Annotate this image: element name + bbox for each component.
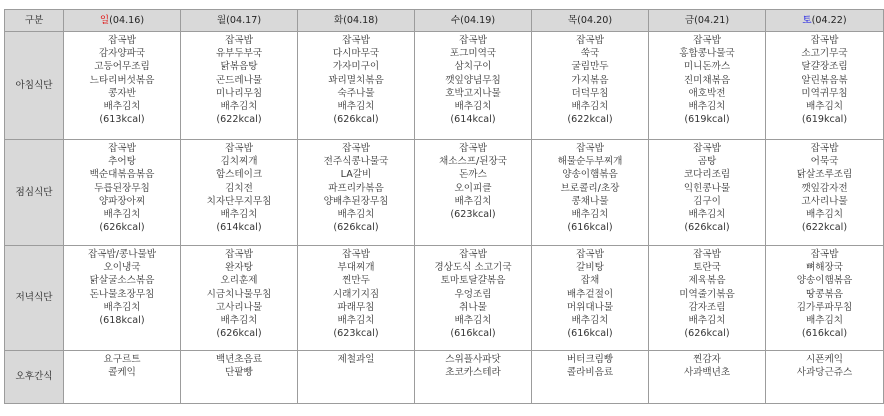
menu-cell-items (298, 246, 414, 340)
menu-cell (649, 32, 766, 140)
menu-item: 익힌콩나물 (683, 182, 731, 194)
menu-item: 브로콜리/초장 (560, 182, 620, 194)
header-corner: 구분 (5, 10, 64, 32)
menu-cell (415, 351, 532, 404)
menu-cell-items (181, 351, 297, 379)
menu-cell-items (415, 351, 531, 379)
menu-item: 고사리나물 (215, 301, 263, 313)
menu-item: 배추김치 (805, 209, 844, 221)
meal-label: 오후간식 (5, 351, 64, 404)
menu-item: 감자양파국 (98, 48, 146, 60)
menu-item: 버터크림빵 (566, 354, 614, 365)
calorie-label: (622kcal) (567, 114, 613, 126)
menu-item: 잡곡밥 (459, 35, 487, 46)
menu-item: 굴림만두 (571, 61, 609, 73)
menu-item: 김치찌개 (220, 156, 258, 168)
calorie-label: (622kcal) (216, 114, 262, 126)
menu-item: 파래무침 (337, 301, 375, 313)
menu-item: 찐만두 (342, 275, 370, 287)
meal-row-breakfast (5, 32, 884, 140)
menu-item: 잡곡밥 (576, 35, 604, 46)
menu-item: 가자미구이 (332, 61, 380, 73)
menu-cell-items (415, 32, 531, 126)
menu-item: 머위대나물 (566, 301, 614, 313)
menu-item: 잡곡밥 (693, 143, 721, 154)
menu-cell (298, 32, 415, 140)
menu-item: 잡곡밥 (225, 143, 253, 154)
menu-item: 오이냉국 (103, 262, 141, 274)
menu-item: 달걀장조림 (801, 61, 848, 73)
menu-item: 해물순두부찌개 (557, 156, 623, 168)
menu-item: 삼치구이 (454, 61, 492, 73)
menu-cell-items (64, 246, 180, 327)
day-header-thu (532, 10, 649, 32)
menu-item: 뼈해장국 (805, 262, 844, 274)
day-name: 화 (333, 14, 344, 26)
menu-cell-items (64, 32, 180, 126)
menu-cell-items (298, 351, 414, 366)
menu-item: 추어탕 (108, 156, 136, 168)
menu-item: 제철과일 (337, 354, 375, 365)
menu-cell-items (766, 351, 883, 379)
menu-item: 시금치나물무침 (206, 288, 272, 300)
day-header-mon (181, 10, 298, 32)
menu-item: 잡곡밥 (810, 143, 839, 154)
menu-item: 배추김치 (688, 101, 726, 113)
menu-cell (766, 246, 884, 351)
menu-item: 배추김치 (571, 209, 609, 221)
menu-cell-items (649, 140, 765, 234)
menu-item: 배추겉절이 (566, 288, 614, 300)
calorie-label: (626kcal) (333, 222, 379, 234)
menu-item: 두릅된장무침 (94, 182, 150, 194)
menu-item: 오리훈제 (220, 275, 258, 287)
menu-cell (766, 32, 884, 140)
menu-item: 닭볶음탕 (220, 61, 258, 73)
calorie-label: (626kcal) (99, 222, 145, 234)
menu-item: 부대찌개 (337, 262, 375, 274)
menu-item: 토마토달걀볶음 (440, 275, 506, 287)
menu-item: 배추김치 (688, 315, 726, 327)
menu-item: 잡곡밥 (693, 249, 721, 260)
calorie-label: (623kcal) (450, 209, 496, 221)
menu-item: 고사리나물 (801, 195, 848, 207)
menu-item: 잡곡밥 (459, 143, 487, 154)
menu-item: 파프리카볶음 (328, 182, 384, 194)
menu-cell-items (181, 246, 297, 340)
day-date: (04.19) (460, 14, 496, 26)
meal-menu-table (4, 9, 884, 404)
menu-cell (181, 351, 298, 404)
menu-item: 배추김치 (454, 315, 492, 327)
menu-item: 취나물 (459, 301, 487, 313)
meal-row-snack (5, 351, 884, 404)
menu-item: 배추김치 (337, 315, 375, 327)
menu-item: 곰탕 (697, 156, 717, 168)
menu-cell (64, 32, 181, 140)
menu-item: 스위플사파닷 (445, 354, 501, 365)
menu-item: 닭살조루조림 (796, 169, 853, 181)
menu-item: 단팥빵 (225, 367, 253, 379)
menu-cell-items (649, 351, 765, 379)
menu-item: 잡곡밥 (342, 35, 370, 46)
menu-item: 양송이햄볶음 (796, 275, 853, 287)
menu-item: 오이피클 (454, 182, 492, 194)
menu-cell (532, 351, 649, 404)
menu-cell-items (649, 32, 765, 126)
menu-item: 더덕무침 (571, 87, 609, 99)
menu-item: 치자단무지무침 (206, 195, 272, 207)
calorie-label: (626kcal) (684, 222, 730, 234)
menu-item: 유부두부국 (215, 48, 263, 60)
calorie-label: (613kcal) (99, 114, 145, 126)
menu-item: 잡곡밥 (693, 35, 721, 46)
menu-item: 돈나물초장무침 (89, 288, 155, 300)
menu-cell-items (766, 140, 883, 234)
menu-item: 미역귀무침 (801, 87, 848, 99)
menu-item: 홍합콩나물국 (679, 48, 735, 60)
menu-body (5, 32, 884, 404)
menu-item: 잡곡밥 (810, 249, 839, 260)
menu-item: 콩채나물 (571, 195, 609, 207)
menu-item: 잡곡밥 (108, 35, 136, 46)
menu-item: 초코카스테라 (445, 367, 501, 379)
menu-item: 양파장아찌 (98, 195, 146, 207)
calorie-label: (623kcal) (333, 328, 379, 340)
calorie-label: (616kcal) (450, 328, 496, 340)
menu-item: 소고기무국 (801, 48, 848, 60)
menu-item: 배추김치 (805, 101, 844, 113)
menu-item: 배추김치 (337, 209, 375, 221)
menu-item: 전주식콩나물국 (323, 156, 389, 168)
menu-item: 애호박전 (688, 87, 726, 99)
menu-item: 우엉조림 (454, 288, 492, 300)
day-header-tue (298, 10, 415, 32)
calorie-label: (626kcal) (333, 114, 379, 126)
menu-item: 땅콩볶음 (805, 288, 844, 300)
menu-cell (415, 140, 532, 246)
menu-cell (64, 351, 181, 404)
day-name: 월 (216, 14, 227, 26)
day-name: 목 (567, 14, 578, 26)
menu-cell-items (532, 140, 648, 234)
menu-cell (649, 246, 766, 351)
menu-cell-items (415, 246, 531, 340)
menu-item: 배추김치 (103, 209, 141, 221)
day-date: (04.20) (577, 14, 613, 26)
menu-cell (532, 246, 649, 351)
menu-item: 김가루파무침 (796, 301, 853, 313)
menu-cell-items (532, 351, 648, 379)
menu-cell (181, 32, 298, 140)
menu-item: 고등어무조림 (94, 61, 150, 73)
menu-cell (298, 246, 415, 351)
day-header-sun (64, 10, 181, 32)
day-date: (04.16) (109, 14, 145, 26)
menu-item: 배추김치 (571, 315, 609, 327)
menu-item: 잡곡밥 (459, 249, 487, 260)
menu-cell-items (64, 140, 180, 234)
day-date: (04.21) (694, 14, 730, 26)
menu-item: 잡곡밥 (108, 143, 136, 154)
day-date: (04.18) (343, 14, 379, 26)
menu-item: 배추김치 (454, 101, 492, 113)
menu-item: 요구르트 (103, 354, 141, 365)
meal-label: 점심식단 (5, 140, 64, 246)
menu-item: 시래기지짐 (332, 288, 380, 300)
meal-label: 저녁식단 (5, 246, 64, 351)
menu-cell-items (532, 32, 648, 126)
menu-cell (181, 246, 298, 351)
menu-item: 배추김치 (805, 315, 844, 327)
menu-item: 경상도식 소고기국 (434, 262, 512, 274)
menu-item: 느타리버섯볶음 (89, 74, 155, 86)
menu-item: 곤드레나물 (215, 74, 263, 86)
calorie-label: (614kcal) (216, 222, 262, 234)
header-row (5, 10, 884, 32)
calorie-label: (616kcal) (801, 328, 848, 340)
menu-item: 양송이햄볶음 (562, 169, 618, 181)
menu-item: 호박고지나물 (445, 87, 501, 99)
menu-item: 시폰케익 (805, 354, 844, 365)
menu-item: 김구이 (693, 195, 721, 207)
calorie-label: (619kcal) (684, 114, 730, 126)
menu-item: 배추김치 (103, 101, 141, 113)
menu-cell (766, 351, 884, 404)
menu-item: 잡곡밥 (342, 143, 370, 154)
menu-item: 잡곡밥 (225, 249, 253, 260)
menu-item: 잡곡밥 (342, 249, 370, 260)
menu-cell-items (181, 32, 297, 126)
menu-item: 깻잎감자전 (801, 182, 848, 194)
menu-item: 포그미역국 (449, 48, 497, 60)
day-header-wed (415, 10, 532, 32)
menu-item: 함스테이크 (215, 169, 263, 181)
menu-item: 숙주나물 (337, 87, 375, 99)
meal-label: 아침식단 (5, 32, 64, 140)
menu-item: 잡곡밥 (225, 35, 253, 46)
menu-item: 콜케익 (108, 367, 136, 379)
day-header-sat (766, 10, 884, 32)
menu-cell (64, 140, 181, 246)
menu-item: 콩자반 (108, 87, 136, 99)
menu-cell-items (766, 246, 883, 340)
menu-item: 사과백년초 (683, 367, 731, 379)
menu-cell-items (298, 140, 414, 234)
menu-cell (298, 140, 415, 246)
day-date: (04.22) (811, 14, 847, 26)
menu-item: 미니돈까스 (683, 61, 731, 73)
menu-item: 사과당근쥬스 (796, 367, 853, 379)
day-date: (04.17) (226, 14, 262, 26)
menu-cell-items (766, 32, 883, 126)
day-name: 금 (684, 14, 695, 26)
menu-cell-items (649, 246, 765, 340)
menu-item: 배추김치 (688, 209, 726, 221)
menu-item: 배추김치 (103, 301, 141, 313)
menu-cell (415, 246, 532, 351)
menu-item: 닭살굴소스볶음 (89, 275, 155, 287)
menu-cell-items (181, 140, 297, 234)
menu-cell (415, 32, 532, 140)
calorie-label: (616kcal) (567, 222, 613, 234)
menu-item: 코다리조림 (683, 169, 731, 181)
menu-item: 진미채볶음 (683, 74, 731, 86)
menu-item: 돈까스 (459, 169, 487, 181)
menu-cell (532, 140, 649, 246)
menu-cell-items (415, 140, 531, 221)
menu-cell (766, 140, 884, 246)
menu-cell (64, 246, 181, 351)
menu-item: 백순대볶음볶음 (89, 169, 155, 181)
menu-cell (181, 140, 298, 246)
menu-item: 토란국 (693, 262, 721, 274)
menu-item: 채소스프/된장국 (438, 156, 508, 168)
menu-cell-items (64, 351, 180, 379)
calorie-label: (619kcal) (801, 114, 848, 126)
menu-item: LA갈비 (340, 169, 372, 181)
menu-item: 찐감자 (693, 354, 721, 365)
menu-item: 제육볶음 (688, 275, 726, 287)
menu-item: 완자탕 (225, 262, 253, 274)
menu-item: 쑥국 (580, 48, 600, 60)
menu-cell-items (532, 246, 648, 340)
menu-item: 잡곡밥 (576, 249, 604, 260)
menu-item: 김치전 (225, 182, 253, 194)
menu-item: 꽈리멸치볶음 (328, 74, 384, 86)
menu-item: 가지볶음 (571, 74, 609, 86)
menu-item: 배추김치 (220, 101, 258, 113)
calorie-label: (618kcal) (99, 315, 145, 327)
menu-item: 잡곡밥 (576, 143, 604, 154)
menu-item: 양배추된장무침 (323, 195, 389, 207)
meal-row-dinner (5, 246, 884, 351)
day-name: 일 (99, 14, 110, 26)
menu-item: 알린볶음볶 (801, 74, 848, 86)
calorie-label: (626kcal) (216, 328, 262, 340)
menu-item: 백년초음료 (215, 354, 263, 365)
menu-item: 어묵국 (810, 156, 839, 168)
day-name: 수 (450, 14, 461, 26)
menu-item: 배추김치 (454, 195, 492, 207)
calorie-label: (622kcal) (801, 222, 848, 234)
menu-item: 배추김치 (220, 315, 258, 327)
calorie-label: (616kcal) (567, 328, 613, 340)
day-name: 토 (802, 14, 812, 26)
meal-row-lunch (5, 140, 884, 246)
menu-item: 배추김치 (220, 209, 258, 221)
menu-item: 콜라비음료 (566, 367, 614, 379)
menu-item: 잡채 (580, 275, 600, 287)
calorie-label: (626kcal) (684, 328, 730, 340)
menu-item: 미나리무침 (215, 87, 263, 99)
menu-cell (649, 351, 766, 404)
menu-cell (532, 32, 649, 140)
menu-item: 배추김치 (571, 101, 609, 113)
menu-item: 잡곡밥 (810, 35, 839, 46)
menu-item: 갈비탕 (576, 262, 604, 274)
menu-cell (649, 140, 766, 246)
menu-cell-items (298, 32, 414, 126)
menu-item: 잡곡밥/콩나물밥 (87, 249, 157, 260)
menu-item: 배추김치 (337, 101, 375, 113)
day-header-fri (649, 10, 766, 32)
menu-item: 감자조림 (688, 301, 726, 313)
menu-cell (298, 351, 415, 404)
calorie-label: (614kcal) (450, 114, 496, 126)
menu-item: 미역줄기볶음 (679, 288, 735, 300)
menu-item: 다시마무국 (332, 48, 380, 60)
menu-item: 깻잎양념무침 (445, 74, 501, 86)
